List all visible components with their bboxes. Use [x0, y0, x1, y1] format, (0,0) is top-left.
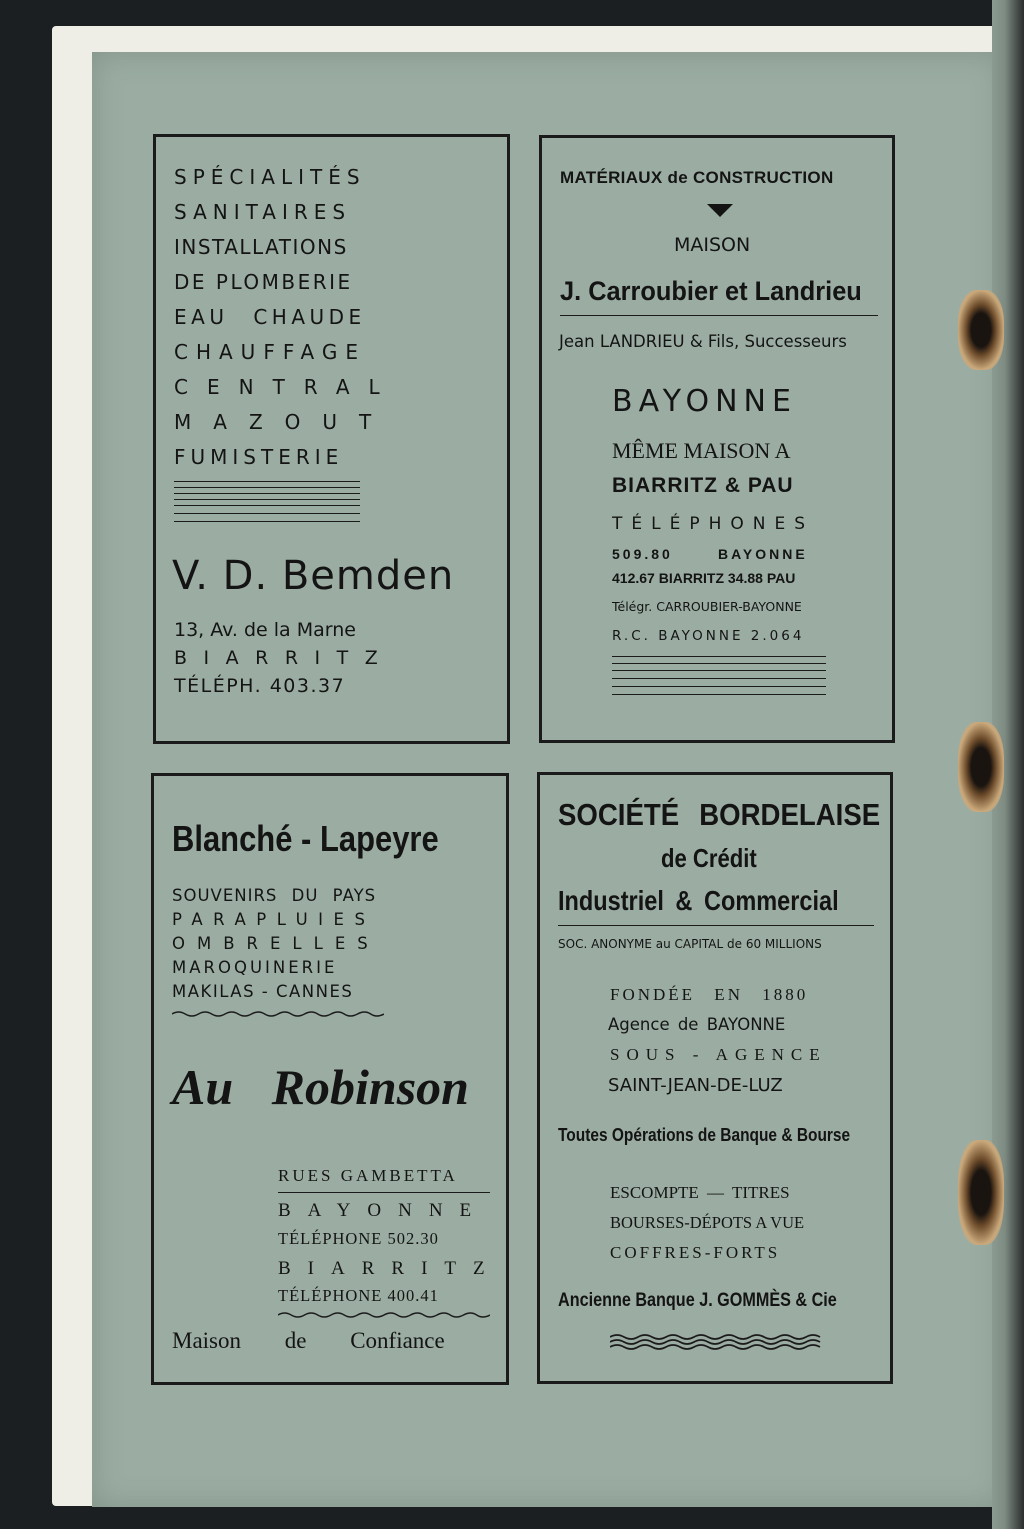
- divider-rule: [174, 493, 360, 494]
- divider-rule: [560, 315, 878, 316]
- bank-name: Industriel & Commercial: [558, 885, 839, 916]
- divider-rule: [174, 499, 360, 500]
- successors: Jean LANDRIEU & Fils, Successeurs: [559, 332, 847, 351]
- product-line: SOUVENIRS DU PAYS: [172, 886, 377, 905]
- product-line: MAKILAS - CANNES: [172, 982, 354, 1001]
- ad-blanche-lapeyre: [151, 773, 509, 1385]
- tagline: Maison de Confiance: [172, 1328, 445, 1353]
- shop-name: Au Robinson: [172, 1059, 469, 1115]
- wavy-divider: [172, 1010, 384, 1018]
- service-line: COFFRES-FORTS: [610, 1243, 781, 1262]
- divider-rule: [612, 678, 826, 679]
- company-name: J. Carroubier et Landrieu: [560, 276, 862, 306]
- wavy-divider: [278, 1311, 490, 1319]
- binding-stain-top: [958, 290, 1004, 370]
- down-triangle-icon: [707, 204, 733, 217]
- other-cities: BIARRITZ & PAU: [612, 474, 794, 497]
- heading: MATÉRIAUX de CONSTRUCTION: [560, 168, 834, 187]
- divider-rule: [174, 521, 360, 522]
- specialty-line: DE PLOMBERIE: [174, 270, 353, 294]
- divider-rule: [174, 481, 360, 482]
- divider-rule: [174, 487, 360, 488]
- street: RUES GAMBETTA: [278, 1166, 458, 1185]
- divider-rule: [612, 656, 826, 657]
- company-name: V. D. Bemden: [172, 553, 455, 599]
- agency: Agence de BAYONNE: [608, 1015, 786, 1034]
- phone-bayonne-number: 509.80: [612, 546, 673, 562]
- service-line: BOURSES-DÉPOTS A VUE: [610, 1213, 805, 1232]
- sub-agency-city: SAINT-JEAN-DE-LUZ: [608, 1075, 783, 1096]
- service-line: ESCOMPTE — TITRES: [610, 1183, 790, 1202]
- divider-rule: [558, 925, 874, 926]
- divider-rule: [174, 505, 360, 506]
- specialty-line: SANITAIRES: [174, 200, 352, 224]
- phone: TÉLÉPHONE 400.41: [278, 1286, 439, 1305]
- divider-rule: [612, 670, 826, 671]
- founded: FONDÉE EN 1880: [610, 985, 809, 1004]
- city: BAYONNE: [612, 384, 797, 419]
- telephones-label: TÉLÉPHONES: [612, 514, 815, 534]
- specialty-line: MAZOUT: [174, 410, 394, 434]
- ad-bemden: [153, 134, 510, 744]
- registry: R.C. BAYONNE 2.064: [612, 628, 805, 644]
- divider-rule: [174, 513, 360, 514]
- wavy-ornament: [610, 1333, 824, 1351]
- phone-bayonne-label: BAYONNE: [718, 546, 808, 562]
- operations: Toutes Opérations de Banque & Bourse: [558, 1125, 851, 1145]
- product-line: OMBRELLES: [172, 934, 380, 953]
- capital: SOC. ANONYME au CAPITAL de 60 MILLIONS: [558, 937, 822, 951]
- former-bank: Ancienne Banque J. GOMMÈS & Cie: [558, 1289, 837, 1311]
- product-line: MAROQUINERIE: [172, 958, 338, 977]
- address: 13, Av. de la Marne: [174, 619, 356, 641]
- divider-rule: [612, 686, 826, 687]
- product-line: PARAPLUIES: [172, 910, 376, 929]
- divider-rule: [278, 1192, 490, 1193]
- specialty-line: INSTALLATIONS: [174, 235, 348, 259]
- specialty-line: CHAUFFAGE: [174, 340, 366, 364]
- telegraph: Télégr. CARROUBIER-BAYONNE: [612, 599, 802, 614]
- divider-rule: [612, 663, 826, 664]
- city: BAYONNE: [278, 1200, 489, 1221]
- bank-name: de Crédit: [661, 843, 757, 873]
- phone: TÉLÉPH. 403.37: [174, 675, 346, 697]
- binding-stain-bottom: [958, 1140, 1004, 1245]
- binding-stain-middle: [958, 722, 1004, 812]
- specialty-line: FUMISTERIE: [174, 445, 344, 469]
- city: BIARRITZ: [174, 647, 395, 669]
- ad-societe-bordelaise: [537, 772, 893, 1384]
- sub-agency: SOUS - AGENCE: [610, 1045, 827, 1064]
- specialty-line: SPÉCIALITÉS: [174, 165, 366, 189]
- specialty-line: EAU CHAUDE: [174, 305, 366, 329]
- company-name: Blanché - Lapeyre: [172, 818, 439, 859]
- same-house: MÊME MAISON A: [612, 438, 791, 463]
- specialty-line: CENTRAL: [174, 375, 399, 399]
- divider-rule: [612, 694, 826, 695]
- phone: TÉLÉPHONE 502.30: [278, 1229, 439, 1248]
- maison-label: MAISON: [674, 234, 751, 256]
- city: BIARRITZ: [278, 1258, 502, 1279]
- ad-carroubier: [539, 135, 895, 743]
- phone-line: 412.67 BIARRITZ 34.88 PAU: [612, 570, 796, 586]
- bank-name: SOCIÉTÉ BORDELAISE: [558, 797, 881, 832]
